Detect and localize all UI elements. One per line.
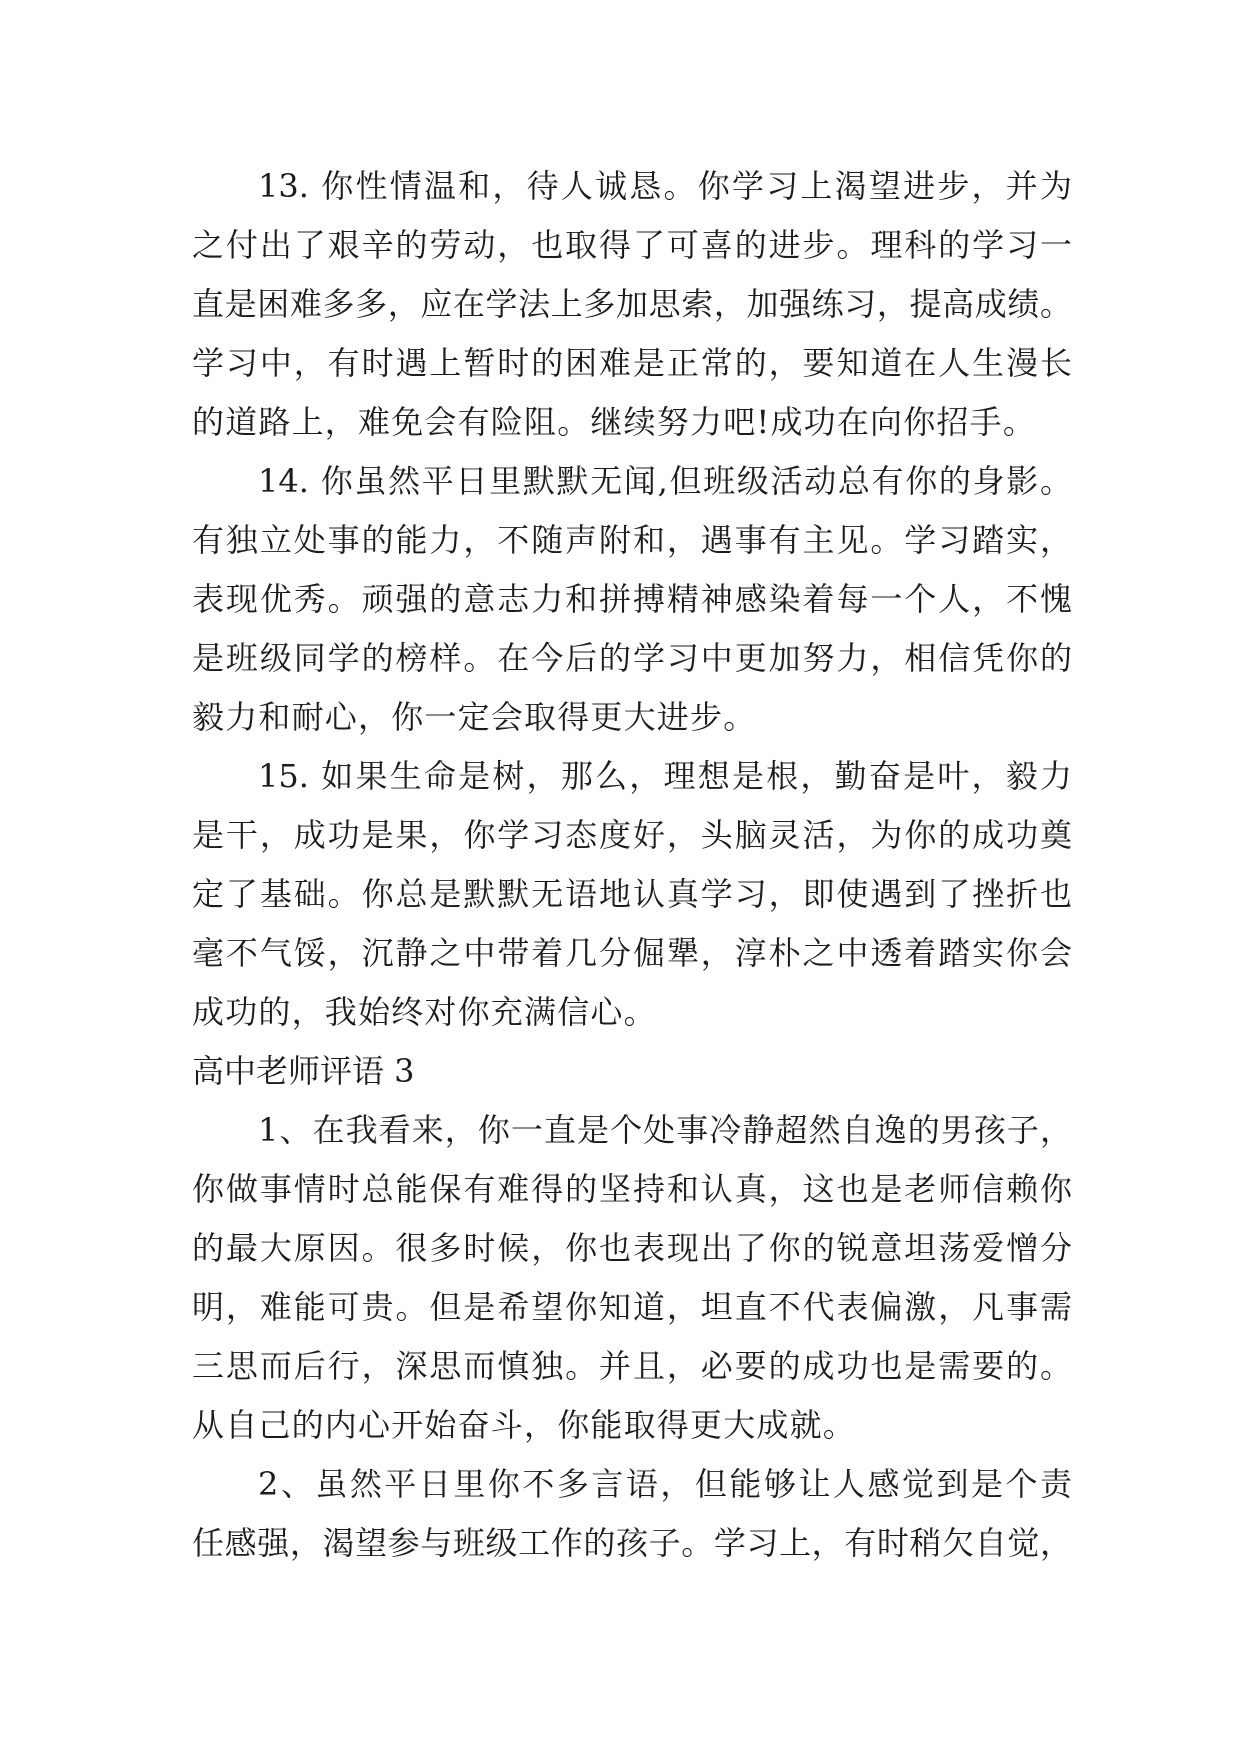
comment-1-paragraph <box>192 1101 1072 1455</box>
text-line: 直是困难多多，应在学法上多加思索，加强练习，提高成绩。 <box>192 285 1072 323</box>
comment-14-paragraph <box>192 452 1072 747</box>
text-line: 13. 你性情温和，待人诚恳。你学习上渴望进步，并为 <box>258 167 1072 205</box>
comment-2-paragraph <box>192 1455 1072 1573</box>
text-line: 15. 如果生命是树，那么，理想是根，勤奋是叶，毅力 <box>258 757 1072 795</box>
text-line: 是干，成功是果，你学习态度好，头脑灵活，为你的成功奠 <box>192 816 1072 854</box>
text-line: 的最大原因。很多时候，你也表现出了你的锐意坦荡爱憎分 <box>192 1229 1072 1267</box>
text-line: 从自己的内心开始奋斗，你能取得更大成就。 <box>192 1406 857 1444</box>
document-body <box>192 157 1072 1573</box>
text-line: 之付出了艰辛的劳动，也取得了可喜的进步。理科的学习一 <box>192 226 1072 264</box>
text-line: 毫不气馁，沉静之中带着几分倔犟，淳朴之中透着踏实你会 <box>192 934 1072 972</box>
text-line: 的道路上，难免会有险阻。继续努力吧!成功在向你招手。 <box>192 403 1037 441</box>
comment-15-paragraph <box>192 747 1072 1042</box>
text-line: 任感强，渴望参与班级工作的孩子。学习上，有时稍欠自觉， <box>192 1524 1072 1562</box>
text-line: 明，难能可贵。但是希望你知道，坦直不代表偏激，凡事需 <box>192 1288 1072 1326</box>
text-line: 毅力和耐心，你一定会取得更大进步。 <box>192 698 757 736</box>
text-line: 定了基础。你总是默默无语地认真学习，即使遇到了挫折也 <box>192 875 1072 913</box>
text-line: 学习中，有时遇上暂时的困难是正常的，要知道在人生漫长 <box>192 344 1072 382</box>
text-line: 成功的，我始终对你充满信心。 <box>192 993 657 1031</box>
text-line: 你做事情时总能保有难得的坚持和认真，这也是老师信赖你 <box>192 1170 1072 1208</box>
text-line: 有独立处事的能力，不随声附和，遇事有主见。学习踏实， <box>192 521 1072 559</box>
text-line: 表现优秀。顽强的意志力和拼搏精神感染着每一个人，不愧 <box>192 580 1072 618</box>
text-line: 2、虽然平日里你不多言语，但能够让人感觉到是个责 <box>258 1465 1072 1503</box>
section-heading: 高中老师评语 3 <box>192 1052 415 1090</box>
text-line: 14. 你虽然平日里默默无闻,但班级活动总有你的身影。 <box>258 462 1072 500</box>
comment-13-paragraph <box>192 157 1072 452</box>
text-line: 1、在我看来，你一直是个处事冷静超然自逸的男孩子， <box>258 1111 1072 1149</box>
text-line: 三思而后行，深思而慎独。并且，必要的成功也是需要的。 <box>192 1347 1072 1385</box>
text-line: 是班级同学的榜样。在今后的学习中更加努力，相信凭你的 <box>192 639 1072 677</box>
